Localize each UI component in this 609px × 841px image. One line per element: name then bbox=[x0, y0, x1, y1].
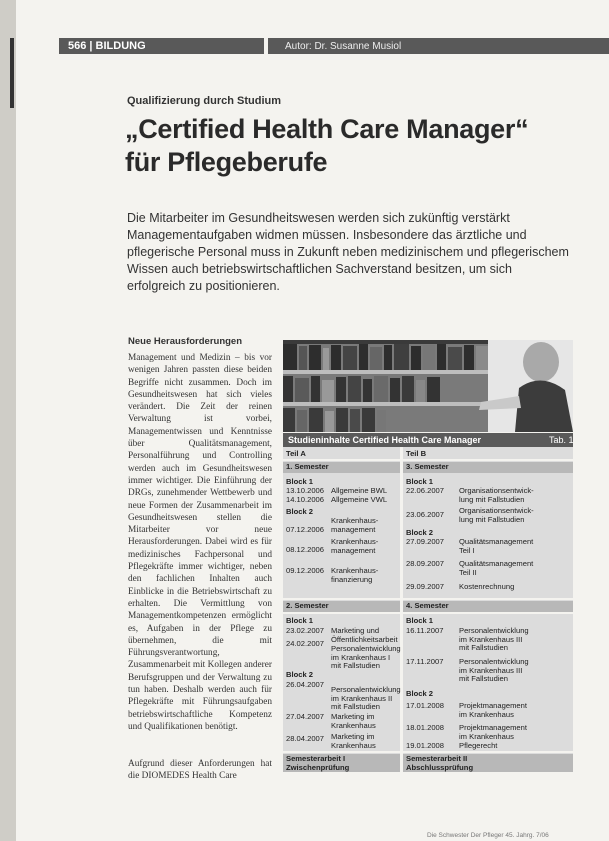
block-label: Block 1 bbox=[406, 616, 434, 625]
schedule-topic: Qualitätsmanagement Teil I bbox=[459, 537, 534, 555]
schedule-topic: Krankenhaus- finanzierung bbox=[331, 566, 379, 584]
schedule-topic: Personalentwicklung im Krankenhaus III mit Fallstudien bbox=[459, 657, 529, 684]
table-row-separator bbox=[283, 612, 573, 614]
schedule-topic: Organisationsentwick- lung mit Fallstudien bbox=[459, 506, 534, 524]
schedule-date: 22.06.2007 bbox=[406, 486, 445, 495]
schedule-date: 23.02.2007 bbox=[286, 626, 325, 635]
schedule-date: 19.01.2008 bbox=[406, 741, 445, 750]
schedule-date: 13.10.2006 bbox=[286, 486, 325, 495]
schedule-date: 16.11.2007 bbox=[406, 626, 444, 635]
schedule-date: 07.12.2006 bbox=[286, 525, 325, 534]
block-label: Block 1 bbox=[286, 477, 314, 486]
table-footer-left: Semesterarbeit I Zwischenprüfung bbox=[286, 754, 350, 772]
semester-2-title: 2. Semester bbox=[286, 601, 329, 610]
semester-4-title: 4. Semester bbox=[406, 601, 449, 610]
body-column: Management und Medizin – bis vor wenigen Jahren passten diese beiden Begriffe nicht zusammen. Doch im Gesundheitswesen hat sich vieles verändert. Die Zeit der reinen Verwaltung ist vorbei, Managementwissen und Kenntnisse über Qualitätsmanagement, Personalführung und Controlling werden auch im Gesundheitswesen immer wichtiger. Die Einführung der DRGs, zunehmender Wettbewerb und neue Formen der Zusammenarbeit im Gesundheitswesen stellen die Mitarbeiter vor neue Herausforderungen. Dabei wird es für medizinisches Fachpersonal und Pflegekräfte immer wichtiger, neben den fachlichen Inhalten auch Einblicke in die Betriebswirtschaft zu erhalten. Die Vermittlung von Managementkompetenzen ermöglicht es, Aufgaben in der Pflege zu übernehmen, die mit Führungsverantwortung, Zusammenarbeit mit Kollegen anderer Berufsgruppen und der Verwaltung zu tun haben. Deshalb werden auch für Pflegekräfte mit Führungsaufgaben betriebswirtschaftliche Kompetenz und Qualifikationen benötigt. bbox=[128, 353, 272, 732]
schedule-topic: Marketing im Krankenhaus bbox=[331, 732, 376, 750]
page-footer: Die Schwester Der Pfleger 45. Jahrg. 7/06 bbox=[427, 832, 549, 839]
schedule-date: 28.04.2007 bbox=[286, 734, 325, 743]
schedule-date: 23.06.2007 bbox=[406, 510, 445, 519]
binding-mark bbox=[10, 38, 14, 108]
schedule-topic: Allgemeine BWL bbox=[331, 486, 388, 495]
schedule-date: 24.02.2007 bbox=[286, 639, 325, 648]
schedule-date: 14.10.2006 bbox=[286, 495, 325, 504]
schedule-topic: Krankenhaus- management bbox=[331, 537, 379, 555]
table-part-b: Teil B bbox=[406, 449, 427, 458]
page-binding-edge bbox=[0, 0, 16, 841]
schedule-topic: Qualitätsmanagement Teil II bbox=[459, 559, 534, 577]
schedule-topic: Marketing im Krankenhaus bbox=[331, 712, 376, 730]
table-title: Studieninhalte Certified Health Care Manager bbox=[288, 435, 482, 445]
schedule-topic: Projektmanagement im Krankenhaus bbox=[459, 723, 527, 741]
schedule-date: 29.09.2007 bbox=[406, 582, 445, 591]
title-line-1: „Certified Health Care Manager“ bbox=[125, 114, 529, 144]
header-section: 566 | BILDUNG bbox=[68, 40, 146, 52]
schedule-date: 18.01.2008 bbox=[406, 723, 445, 732]
schedule-date: 28.09.2007 bbox=[406, 559, 445, 568]
title-line-2: für Pflegeberufe bbox=[125, 147, 328, 177]
block-label: Block 1 bbox=[406, 477, 434, 486]
schedule-topic: Personalentwicklung im Krankenhaus II mit Fallstudien bbox=[331, 685, 401, 712]
table-part-a: Teil A bbox=[286, 449, 306, 458]
schedule-date: 17.11.2007 bbox=[406, 657, 444, 666]
block-label: Block 1 bbox=[286, 616, 314, 625]
semester-3-title: 3. Semester bbox=[406, 462, 449, 471]
table-number: Tab. 1 bbox=[549, 435, 574, 445]
schedule-date: 26.04.2007 bbox=[286, 680, 325, 689]
schedule-topic: Allgemeine VWL bbox=[331, 495, 388, 504]
table-row-separator bbox=[283, 459, 573, 461]
article-kicker: Qualifizierung durch Studium bbox=[127, 95, 281, 107]
body-column-end: Aufgrund dieser Anforderungen hat die DIOMEDES Health Care bbox=[128, 759, 272, 782]
schedule-topic: Marketing und Öffentlichkeitsarbeit bbox=[331, 626, 398, 644]
schedule-date: 27.04.2007 bbox=[286, 712, 325, 721]
block-label: Block 2 bbox=[286, 670, 314, 679]
schedule-date: 08.12.2006 bbox=[286, 545, 325, 554]
schedule-topic: Personalentwicklung im Krankenhaus I mit Fallstudien bbox=[331, 644, 401, 671]
library-bookshelf-photo bbox=[283, 340, 573, 432]
schedule-topic: Projektmanagement im Krankenhaus bbox=[459, 701, 527, 719]
schedule-topic: Personalentwicklung im Krankenhaus III mit Fallstudien bbox=[459, 626, 529, 653]
schedule-topic: Krankenhaus- management bbox=[331, 516, 379, 534]
schedule-date: 17.01.2008 bbox=[406, 701, 445, 710]
schedule-topic: Pflegerecht bbox=[459, 741, 498, 750]
table-row-separator bbox=[283, 598, 573, 600]
block-label: Block 2 bbox=[286, 507, 314, 516]
header-author: Autor: Dr. Susanne Musiol bbox=[285, 41, 402, 52]
table-footer-right: Semesterarbeit II Abschlussprüfung bbox=[406, 754, 474, 772]
article-lead: Die Mitarbeiter im Gesundheitswesen werden sich zukünftig verstärkt Managementaufgaben widmen müssen. Insbesondere das ärztliche und pflegerische Personal muss in Zukunft neben medizinischem und pflegerischem Wissen auch betriebswirtschaftlichen Sachverstand besitzen, um sich erfolgreich zu positionieren. bbox=[127, 211, 569, 293]
article-title bbox=[125, 113, 528, 179]
block-label: Block 2 bbox=[406, 689, 434, 698]
semester-1-title: 1. Semester bbox=[286, 462, 329, 471]
schedule-topic: Organisationsentwick- lung mit Fallstudien bbox=[459, 486, 534, 504]
section-heading: Neue Herausforderungen bbox=[128, 336, 243, 347]
block-label: Block 2 bbox=[406, 528, 434, 537]
schedule-date: 27.09.2007 bbox=[406, 537, 445, 546]
table-row-separator bbox=[283, 751, 573, 753]
header-divider bbox=[264, 38, 268, 54]
schedule-topic: Kostenrechnung bbox=[459, 582, 515, 591]
schedule-date: 09.12.2006 bbox=[286, 566, 325, 575]
